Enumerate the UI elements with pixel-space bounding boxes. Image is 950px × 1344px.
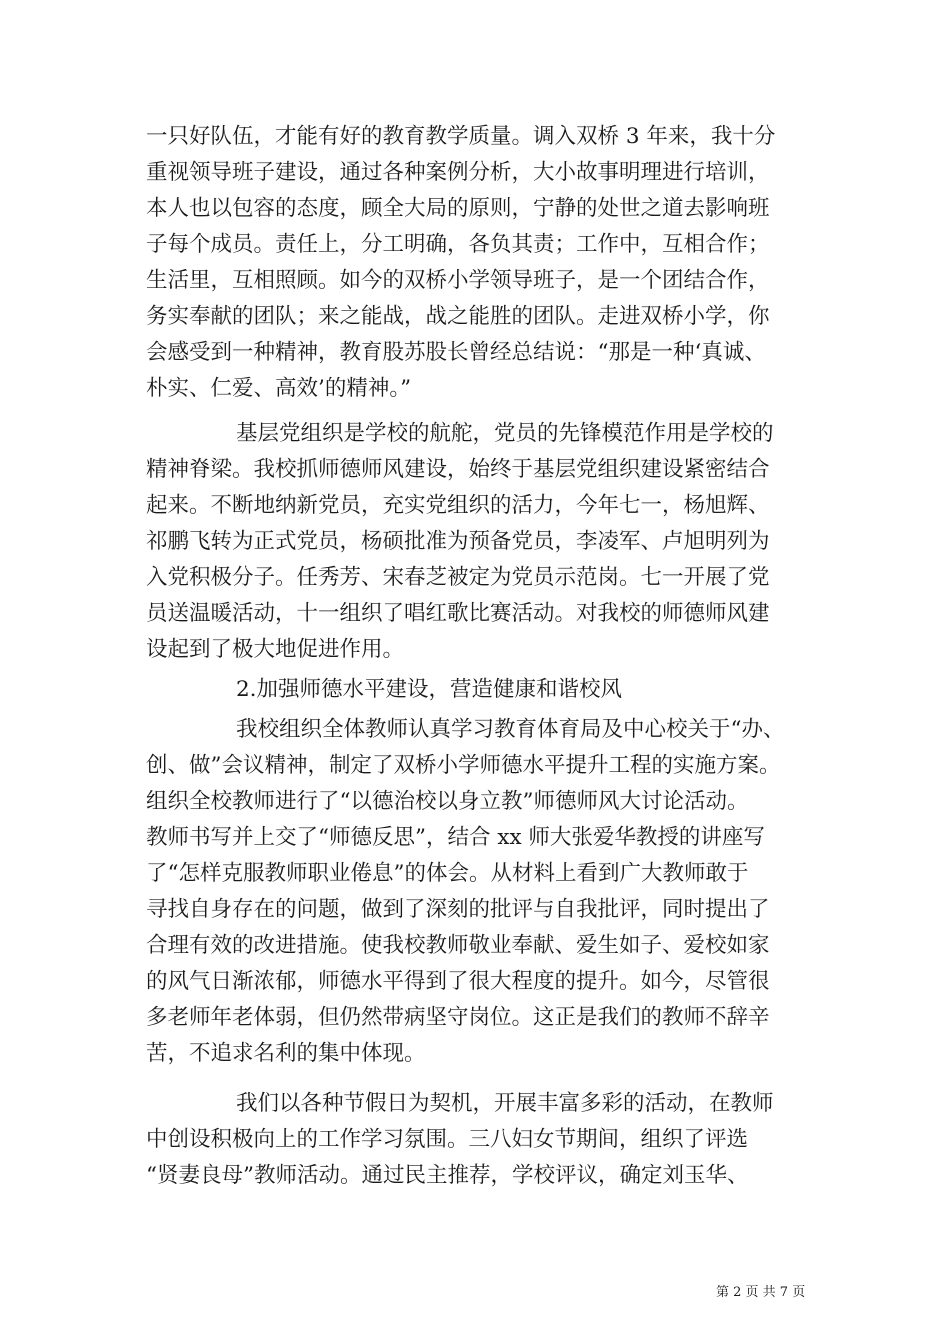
text-line: 我校组织全体教师认真学习教育体育局及中心校关于“办、 (236, 717, 785, 742)
text-line: 组织全校教师进行了“以德治校以身立教”师德师风大讨论活动。 (146, 789, 749, 814)
text-line: 合理有效的改进措施。使我校教师敬业奉献、爱生如子、爱校如家 (146, 933, 770, 958)
text-line: 员送温暖活动，十一组织了唱红歌比赛活动。对我校的师德师风建 (146, 601, 770, 626)
text-line: 创、做”会议精神，制定了双桥小学师德水平提升工程的实施方案。 (146, 753, 781, 778)
text-line: 子每个成员。责任上，分工明确，各负其责；工作中，互相合作； (146, 232, 770, 257)
text-line: 中创设积极向上的工作学习氛围。三八妇女节期间，组织了评选 (146, 1127, 749, 1152)
text-line: 务实奉献的团队；来之能战，战之能胜的团队。走进双桥小学，你 (146, 304, 770, 329)
text-line: 一只好队伍，才能有好的教育教学质量。调入双桥 3 年来，我十分 (146, 124, 776, 149)
text-line: 寻找自身存在的问题，做到了深刻的批评与自我批评，同时提出了 (146, 897, 770, 922)
text-line: 起来。不断地纳新党员，充实党组织的活力，今年七一，杨旭辉、 (146, 493, 770, 518)
text-line: 会感受到一种精神，教育股苏股长曾经总结说：“那是一种‘真诚、 (146, 340, 766, 365)
section-heading: 2.加强师德水平建设，营造健康和谐校风 (236, 677, 623, 702)
text-line: 精神脊梁。我校抓师德师风建设，始终于基层党组织建设紧密结合 (146, 457, 770, 482)
text-line: 本人也以包容的态度，顾全大局的原则，宁静的处世之道去影响班 (146, 196, 770, 221)
text-line: 入党积极分子。任秀芳、宋春芝被定为党员示范岗。七一开展了党 (146, 565, 770, 590)
text-line: 朴实、仁爱、高效’的精神。” (146, 376, 412, 401)
text-line: “贤妻良母”教师活动。通过民主推荐，学校评议，确定刘玉华、 (146, 1163, 749, 1188)
text-line: 的风气日渐浓郁，师德水平得到了很大程度的提升。如今，尽管很 (146, 969, 770, 994)
text-line: 了“怎样克服教师职业倦息”的体会。从材料上看到广大教师敢于 (146, 861, 749, 886)
text-line: 设起到了极大地促进作用。 (146, 637, 405, 662)
text-line: 祁鹏飞转为正式党员，杨硕批准为预备党员，李凌军、卢旭明列为 (146, 529, 770, 554)
text-line: 生活里，互相照顾。如今的双桥小学领导班子，是一个团结合作， (146, 268, 770, 293)
text-line: 苦，不追求名利的集中体现。 (146, 1041, 426, 1066)
text-line: 多老师年老体弱，但仍然带病坚守岗位。这正是我们的教师不辞辛 (146, 1005, 770, 1030)
text-line: 基层党组织是学校的航舵，党员的先锋模范作用是学校的 (236, 421, 774, 446)
text-line: 重视领导班子建设，通过各种案例分析，大小故事明理进行培训， (146, 160, 770, 185)
text-line: 我们以各种节假日为契机，开展丰富多彩的活动，在教师 (236, 1091, 774, 1116)
page-indicator: 第 2 页 共 7 页 (716, 1285, 806, 1300)
text-line: 教师书写并上交了“师德反思”，结合 xx 师大张爱华教授的讲座写 (146, 825, 765, 850)
